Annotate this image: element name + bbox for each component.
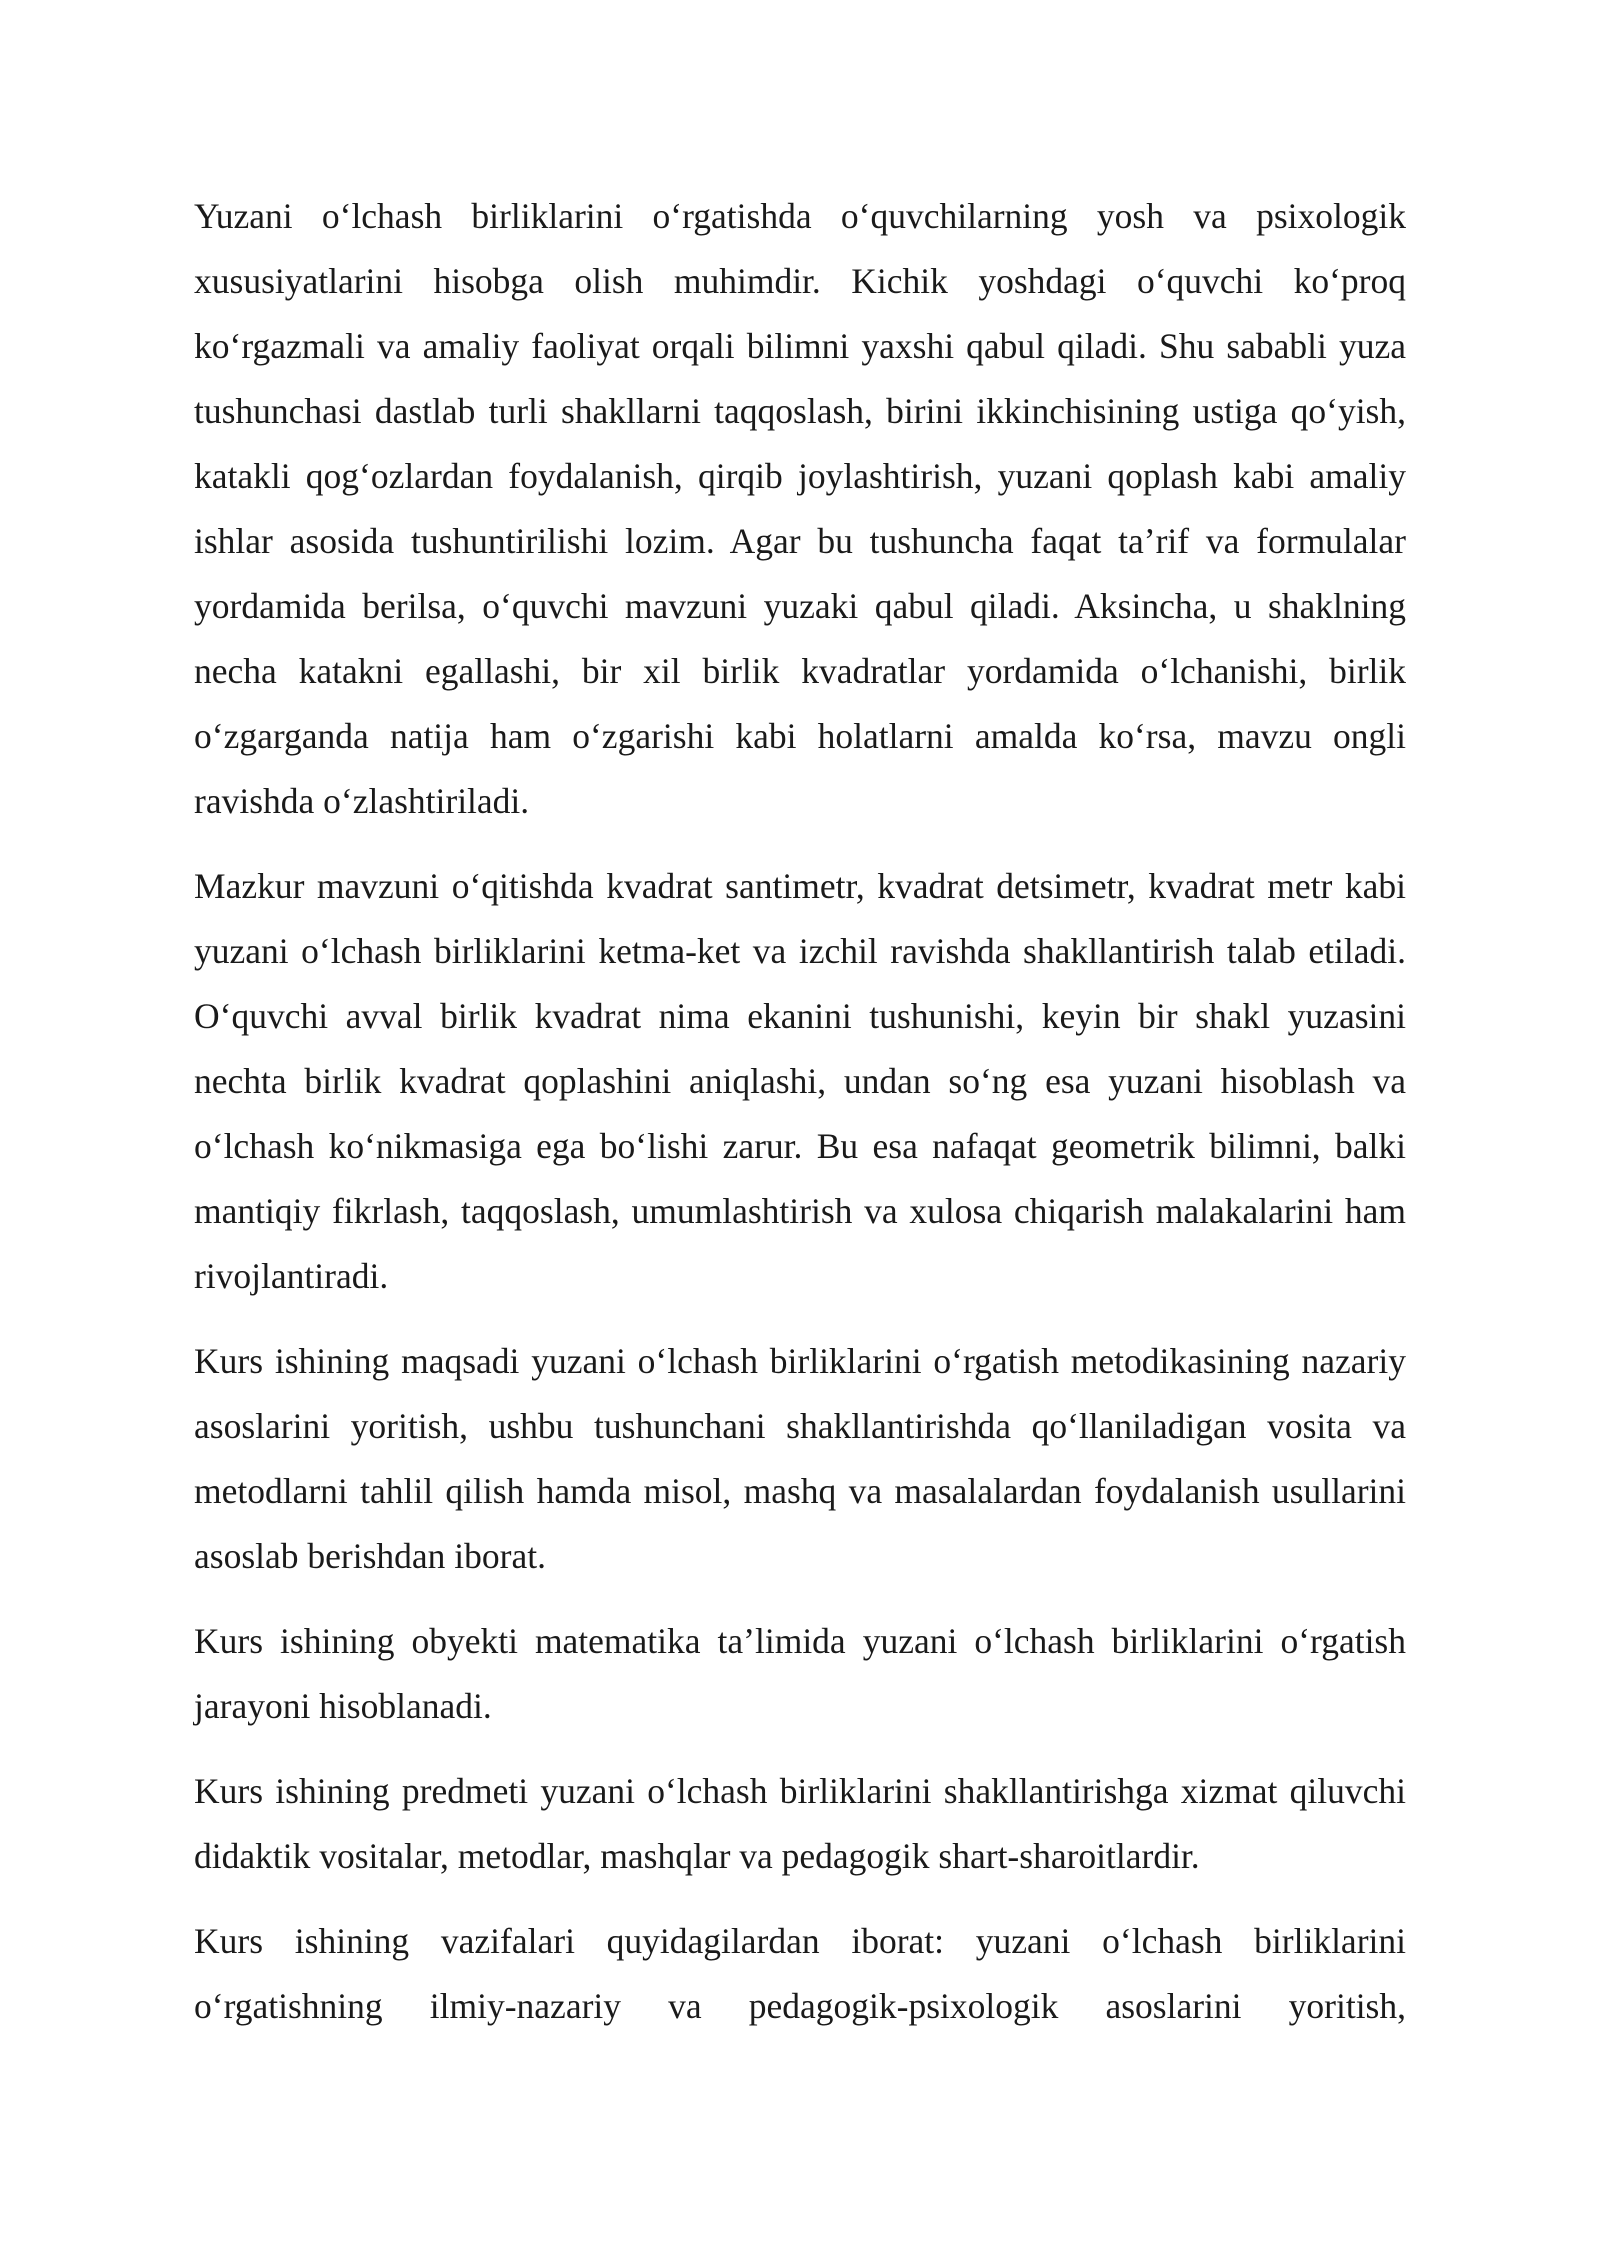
paragraph-course-subject: Kurs ishining predmeti yuzani oʻlchash birliklarini shakllantirishga xizmat qiluvchi didaktik vositalar, metodlar, mashqlar va pedagogik shart-sharoitlardir. xyxy=(194,1771,1406,1876)
paragraph-course-tasks: Kurs ishining vazifalari quyidagilardan iborat: yuzani oʻlchash birliklarini oʻrgatishning ilmiy-nazariy va pedagogik-psixologik asoslarini yoritish, xyxy=(194,1921,1406,2026)
paragraph-measurement-units: Mazkur mavzuni oʻqitishda kvadrat santimetr, kvadrat detsimetr, kvadrat metr kabi yuzani oʻlchash birliklarini ketma-ket va izchil ravishda shakllantirish talab etiladi. Oʻquvchi avval birlik kvadrat nima ekanini tushunishi, keyin bir shakl yuzasini nechta birlik kvadrat qoplashini aniqlashi, undan soʻng esa yuzani hisoblash va oʻlchash koʻnikmasiga ega boʻlishi zarur. Bu esa nafaqat geometrik bilimni, balki mantiqiy fikrlash, taqqoslash, umumlashtirish va xulosa chiqarish malakalarini ham rivojlantiradi. xyxy=(194,866,1406,1296)
document-body xyxy=(194,184,1406,2039)
paragraph-course-object: Kurs ishining obyekti matematika taʼlimida yuzani oʻlchash birliklarini oʻrgatish jarayoni hisoblanadi. xyxy=(194,1621,1406,1726)
paragraph-course-goal: Kurs ishining maqsadi yuzani oʻlchash birliklarini oʻrgatish metodikasining nazariy asoslarini yoritish, ushbu tushunchani shakllantirishda qoʻllaniladigan vosita va metodlarni tahlil qilish hamda misol, mashq va masalalardan foydalanish usullarini asoslab berishdan iborat. xyxy=(194,1341,1406,1576)
paragraph-age-psychology: Yuzani oʻlchash birliklarini oʻrgatishda oʻquvchilarning yosh va psixologik xususiyatlarini hisobga olish muhimdir. Kichik yoshdagi oʻquvchi koʻproq koʻrgazmali va amaliy faoliyat orqali bilimni yaxshi qabul qiladi. Shu sababli yuza tushunchasi dastlab turli shakllarni taqqoslash, birini ikkinchisining ustiga qoʻyish, katakli qogʻozlardan foydalanish, qirqib joylashtirish, yuzani qoplash kabi amaliy ishlar asosida tushuntirilishi lozim. Agar bu tushuncha faqat taʼrif va formulalar yordamida berilsa, oʻquvchi mavzuni yuzaki qabul qiladi. Aksincha, u shaklning necha katakni egallashi, bir xil birlik kvadratlar yordamida oʻlchanishi, birlik oʻzgarganda natija ham oʻzgarishi kabi holatlarni amalda koʻrsa, mavzu ongli ravishda oʻzlashtiriladi. xyxy=(194,196,1406,821)
